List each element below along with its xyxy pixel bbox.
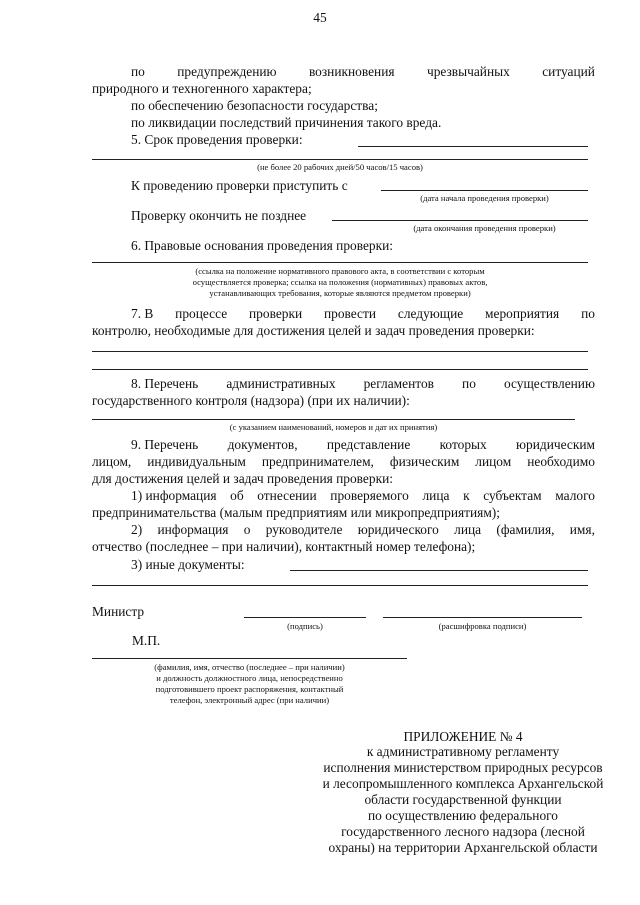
word: индивидуальным [147, 454, 246, 469]
word: провести [323, 306, 377, 321]
s8-field[interactable] [92, 419, 575, 420]
s8-line-1 [131, 375, 595, 392]
word: осуществлению [504, 376, 595, 391]
word: документов, [227, 437, 298, 452]
appendix-line: к административному регламенту [366, 744, 560, 759]
s9-item-3: 3) иные документы: [131, 557, 245, 572]
word: лица [422, 488, 450, 503]
appendix-line: охраны) на территории Архангельской области [328, 840, 598, 855]
word: 8. Перечень [131, 376, 199, 391]
s6-hint-2: осуществляется проверка; ссылка на положения (нормативных) правовых актов, [192, 277, 488, 287]
word: которых [439, 437, 487, 452]
s6-hint-1: (ссылка на положение нормативного правового акта, в соответствии с которым [195, 266, 485, 276]
preparer-hint-2: и должность должностного лица, непосредственно [156, 673, 343, 683]
word: проверяемого [330, 488, 409, 503]
word: необходимо [527, 454, 595, 469]
word: по [462, 376, 476, 391]
appendix-line: по осуществлению федерального [368, 808, 558, 823]
word: руководителе [265, 522, 343, 537]
s5-duration-field[interactable] [358, 146, 588, 147]
word: ситуаций [542, 64, 595, 79]
word: юридического [357, 522, 439, 537]
stamp-place-label: М.П. [132, 633, 161, 648]
signature-decode-field[interactable] [383, 617, 582, 618]
word: информация [157, 522, 229, 537]
top-line-3: по обеспечению безопасности государства; [131, 98, 378, 113]
word: юридическим [516, 437, 595, 452]
s9-line-1 [131, 436, 595, 453]
word: о [243, 522, 251, 537]
word: (фамилия, [496, 522, 555, 537]
preparer-hint-4: телефон, электронный адрес (при наличии) [169, 695, 330, 705]
word: физическим [389, 454, 460, 469]
word: лица [454, 522, 482, 537]
s7-field-1[interactable] [92, 351, 588, 352]
s5-duration-hint: (не более 20 рабочих дней/50 часов/15 часов) [257, 162, 423, 172]
s5-start-hint: (дата начала проведения проверки) [420, 193, 549, 203]
word: субъектам [483, 488, 542, 503]
s7-line-1 [131, 305, 595, 322]
preparer-hint-1: (фамилия, имя, отчество (последнее – при наличии) [154, 662, 345, 672]
word: предпринимателем, [261, 454, 374, 469]
word: следующие [397, 306, 464, 321]
word: представление [326, 437, 411, 452]
s8-line-2: государственного контроля (надзора) (при их наличии): [92, 393, 410, 408]
s8-hint: (с указанием наименований, номеров и дат их принятия) [229, 422, 438, 432]
s9-item-2 [131, 521, 595, 538]
word: возникновения [308, 64, 395, 79]
signature-decode-hint: (расшифровка подписи) [438, 621, 527, 631]
s7-field-2[interactable] [92, 369, 588, 370]
s6-field[interactable] [92, 262, 588, 263]
word: административных [226, 376, 336, 391]
top-line-2: природного и техногенного характера; [92, 81, 312, 96]
word: 9. Перечень [131, 437, 199, 452]
s5-end-hint: (дата окончания проведения проверки) [413, 223, 556, 233]
s9-line-3: для достижения целей и задач проведения проверки: [92, 471, 393, 486]
top-line-1 [131, 63, 595, 80]
s9-item-3-field-2[interactable] [92, 585, 588, 586]
s9-item-2b: отчество (последнее – при наличии), контактный номер телефона); [92, 539, 476, 554]
s9-line-2 [92, 453, 595, 470]
word: лицом, [92, 454, 132, 469]
appendix-line: государственного лесного надзора (лесной [341, 824, 585, 839]
s6-label: 6. Правовые основания проведения проверки: [131, 238, 393, 253]
signature-hint: (подпись) [287, 621, 323, 631]
s6-hint-3: устанавливающих требования, которые являются предметом проверки) [209, 288, 471, 298]
s9-item-3-field[interactable] [290, 570, 588, 571]
word: регламентов [363, 376, 434, 391]
word: по [581, 306, 595, 321]
s5-label: 5. Срок проведения проверки: [131, 132, 303, 147]
page-number: 45 [313, 10, 327, 25]
word: процессе [175, 306, 228, 321]
word: 2) [131, 522, 143, 537]
s9-item-1 [131, 487, 595, 504]
word: к [463, 488, 470, 503]
word: 1) информация [131, 488, 217, 503]
s5-duration-field-2[interactable] [92, 159, 588, 160]
word: об [230, 488, 244, 503]
signature-field[interactable] [244, 617, 366, 618]
word: проверки [249, 306, 303, 321]
s5-end-label: Проверку окончить не позднее [131, 208, 307, 223]
top-line-4: по ликвидации последствий причинения такого вреда. [131, 115, 442, 130]
word: мероприятия [485, 306, 560, 321]
word: лицом [475, 454, 512, 469]
preparer-field[interactable] [92, 658, 407, 659]
preparer-hint-3: подготовившего проект распоряжения, контактный [155, 684, 344, 694]
s5-end-field[interactable] [332, 220, 588, 221]
word: имя, [569, 522, 595, 537]
word: чрезвычайных [426, 64, 510, 79]
s7-line-2: контролю, необходимые для достижения целей и задач проведения проверки: [92, 323, 535, 338]
appendix-line: области государственной функции [364, 792, 562, 807]
appendix-line: исполнения министерством природных ресурсов [323, 760, 603, 775]
word: малого [555, 488, 595, 503]
word: предупреждению [177, 64, 277, 79]
word: по [131, 64, 145, 79]
s5-start-field[interactable] [381, 190, 588, 191]
minister-label: Министр [92, 604, 145, 619]
word: 7. В [131, 306, 154, 321]
appendix-title: ПРИЛОЖЕНИЕ № 4 [403, 729, 523, 744]
s9-item-1b: предпринимательства (малым предприятиям или микропредприятиям); [92, 505, 500, 520]
word: отнесении [257, 488, 317, 503]
appendix-line: и лесопромышленного комплекса Архангельской [322, 776, 604, 791]
s5-start-label: К проведению проверки приступить с [131, 178, 348, 193]
